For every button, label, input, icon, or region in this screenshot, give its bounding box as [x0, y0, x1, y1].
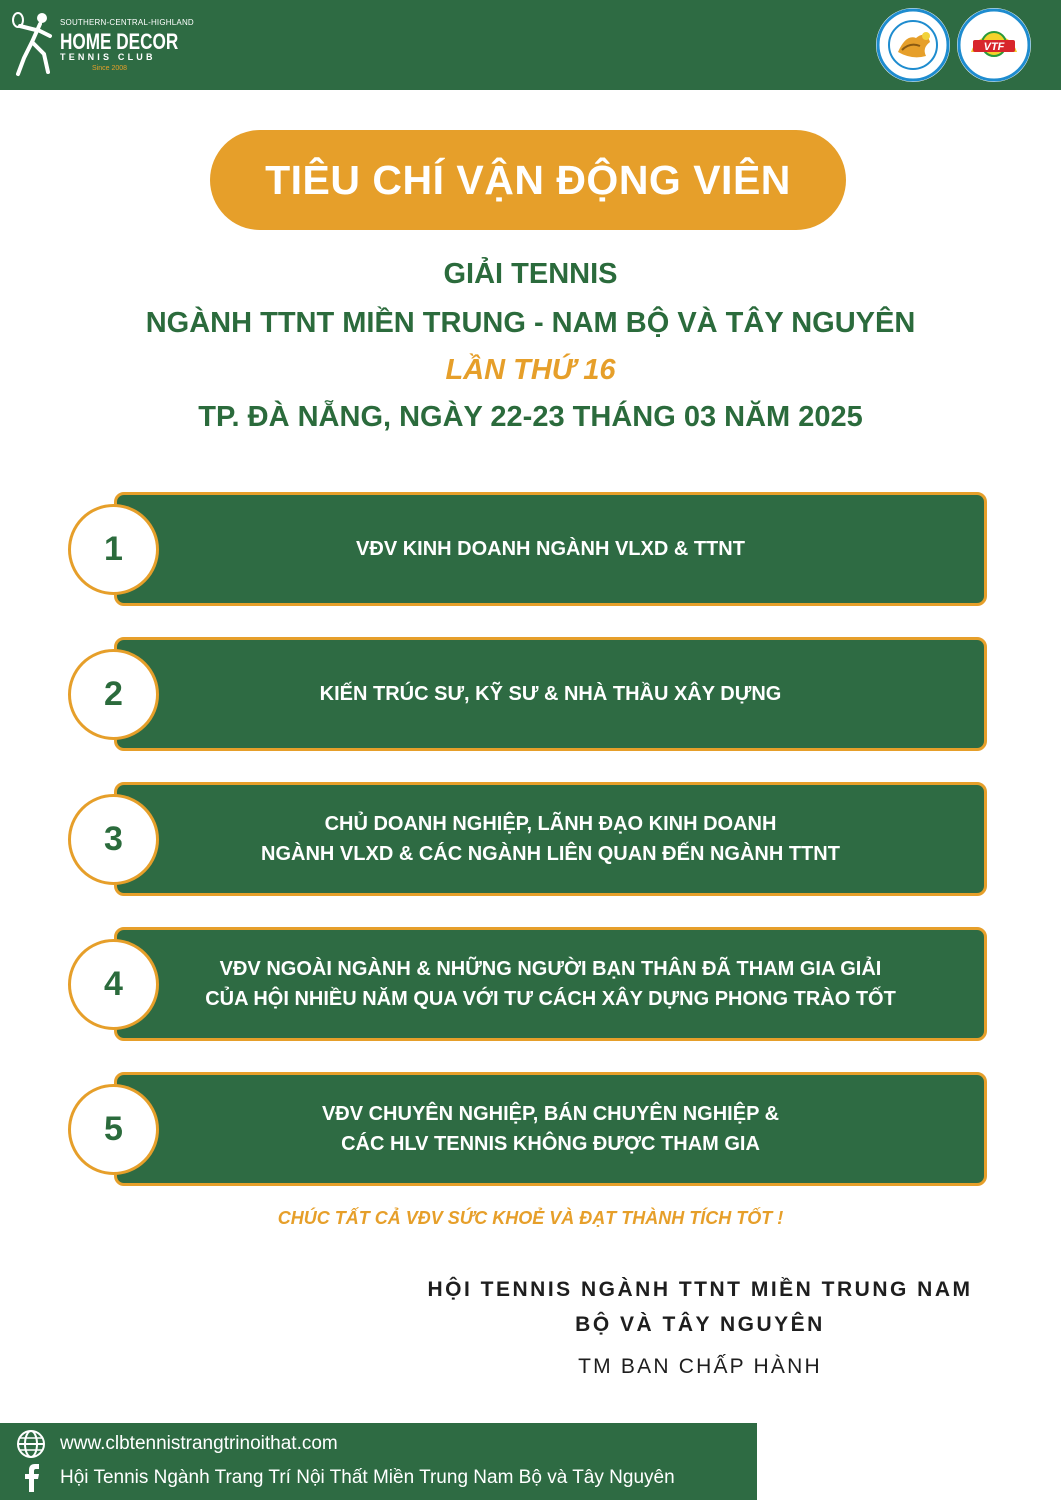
footer-bar [0, 1423, 757, 1500]
criteria-item-5 [114, 1072, 987, 1186]
header-bar [0, 0, 1061, 90]
footer-website[interactable] [14, 1429, 338, 1459]
globe-icon [14, 1429, 48, 1459]
criteria-number-badge: 5 [68, 1084, 159, 1175]
criteria-number-badge: 1 [68, 504, 159, 595]
event-location-date: TP. ĐÀ NẴNG, NGÀY 22-23 THÁNG 03 NĂM 2025 [198, 401, 863, 433]
club-badge-logo [876, 8, 950, 82]
criteria-text-line: VĐV KINH DOANH NGÀNH VLXD & TTNT [356, 538, 745, 560]
event-subtitle: NGÀNH TTNT MIỀN TRUNG - NAM BỘ VÀ TÂY NGUYÊN [145, 307, 916, 339]
event-title: GIẢI TENNIS [443, 258, 618, 290]
criteria-item-4 [114, 927, 987, 1041]
vtf-badge-logo [957, 8, 1031, 82]
criteria-text-line: VĐV CHUYÊN NGHIỆP, BÁN CHUYÊN NGHIỆP & [321, 1103, 780, 1125]
facebook-link[interactable]: Hội Tennis Ngành Trang Trí Nội Thất Miền Trung Nam Bộ và Tây Nguyên [60, 1467, 675, 1488]
criteria-item-1 [114, 492, 987, 606]
criteria-item-2 [114, 637, 987, 751]
criteria-text-line: NGÀNH VLXD & CÁC NGÀNH LIÊN QUAN ĐẾN NGÀNH TTNT [261, 843, 840, 865]
facebook-icon [14, 1463, 48, 1493]
club-name: HOME DECOR [60, 29, 179, 54]
tennis-player-icon [10, 8, 58, 78]
criteria-item-3 [114, 782, 987, 896]
club-tagline: SOUTHERN-CENTRAL-HIGHLAND [60, 18, 194, 27]
closing-message: CHÚC TẤT CẢ VĐV SỨC KHOẺ VÀ ĐẠT THÀNH TÍCH TỐT ! [277, 1208, 784, 1228]
footer-facebook[interactable] [14, 1463, 675, 1493]
criteria-text-line: CỦA HỘI NHIỀU NĂM QUA VỚI TƯ CÁCH XÂY DỰNG PHONG TRÀO TỐT [205, 988, 896, 1010]
club-since: Since 2008 [92, 65, 128, 72]
criteria-text-line: KIẾN TRÚC SƯ, KỸ SƯ & NHÀ THẦU XÂY DỰNG [319, 683, 782, 705]
signature-org-line1: HỘI TENNIS NGÀNH TTNT MIỀN TRUNG NAM [427, 1278, 973, 1301]
criteria-text-line: VĐV NGOÀI NGÀNH & NHỮNG NGƯỜI BẠN THÂN ĐÃ THAM GIA GIẢI [219, 958, 882, 980]
page-title: TIÊU CHÍ VẬN ĐỘNG VIÊN [210, 130, 846, 230]
svg-text:VTF: VTF [983, 41, 1005, 53]
criteria-number-badge: 2 [68, 649, 159, 740]
event-edition: LẦN THỨ 16 [445, 354, 616, 386]
signature-role: TM BAN CHẤP HÀNH [578, 1355, 822, 1378]
club-subtitle: TENNIS CLUB [60, 52, 156, 62]
club-logo [10, 8, 194, 82]
website-link[interactable]: www.clbtennistrangtrinoithat.com [60, 1433, 338, 1454]
signature-org-line2: BỘ VÀ TÂY NGUYÊN [575, 1313, 825, 1336]
criteria-text-line: CÁC HLV TENNIS KHÔNG ĐƯỢC THAM GIA [341, 1133, 760, 1155]
criteria-text-line: CHỦ DOANH NGHIỆP, LÃNH ĐẠO KINH DOANH [324, 813, 777, 835]
criteria-number-badge: 4 [68, 939, 159, 1030]
criteria-number-badge: 3 [68, 794, 159, 885]
